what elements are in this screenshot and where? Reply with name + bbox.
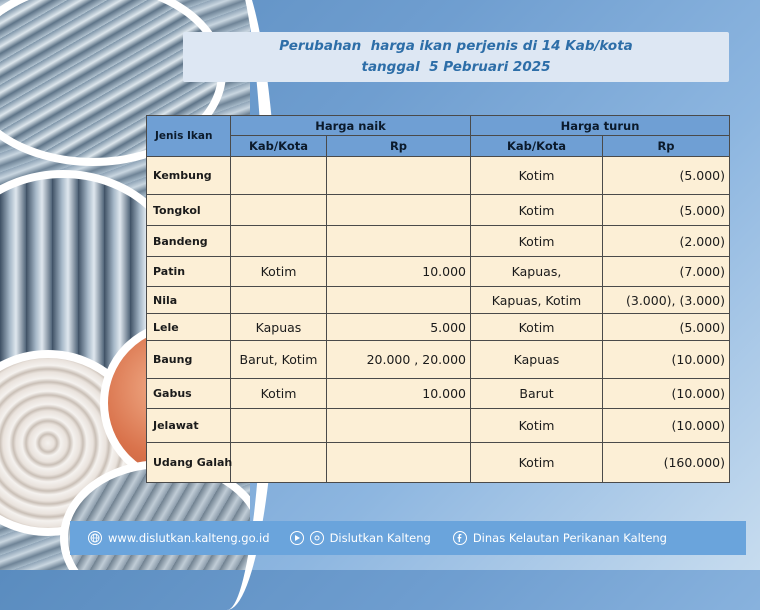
turun-rp: (3.000), (3.000) [603, 287, 730, 314]
naik-rp [327, 287, 471, 314]
naik-kab-kota [231, 409, 327, 443]
naik-rp: 10.000 [327, 257, 471, 287]
naik-kab-kota [231, 287, 327, 314]
naik-kab-kota: Barut, Kotim [231, 341, 327, 379]
turun-rp: (10.000) [603, 409, 730, 443]
naik-kab-kota [231, 226, 327, 257]
turun-rp: (5.000) [603, 195, 730, 226]
title-banner [183, 32, 729, 82]
header-turun-kab-kota: Kab/Kota [471, 136, 603, 157]
turun-kab-kota: Kapuas, Kotim [471, 287, 603, 314]
turun-kab-kota: Kotim [471, 195, 603, 226]
table-row [147, 314, 730, 341]
naik-rp: 5.000 [327, 314, 471, 341]
table-row [147, 257, 730, 287]
header-row-sub [147, 136, 730, 157]
facebook-page-name: Dinas Kelautan Perikanan Kalteng [472, 531, 667, 545]
naik-kab-kota [231, 443, 327, 483]
header-row-top [147, 116, 730, 136]
table-row [147, 287, 730, 314]
footer-facebook[interactable] [453, 531, 667, 545]
header-naik-rp: Rp [327, 136, 471, 157]
footer-website[interactable] [88, 531, 270, 545]
turun-rp: (10.000) [603, 341, 730, 379]
turun-rp: (5.000) [603, 157, 730, 195]
footer-bar [70, 521, 746, 555]
fish-name: Bandeng [147, 226, 231, 257]
fish-name: Kembung [147, 157, 231, 195]
header-harga-turun: Harga turun [471, 116, 730, 136]
table-row [147, 195, 730, 226]
naik-rp [327, 443, 471, 483]
naik-kab-kota: Kotim [231, 379, 327, 409]
website-url: www.dislutkan.kalteng.go.id [108, 531, 270, 545]
header-jenis-ikan: Jenis Ikan [147, 116, 231, 157]
naik-rp [327, 409, 471, 443]
naik-rp: 20.000 , 20.000 [327, 341, 471, 379]
naik-kab-kota: Kapuas [231, 314, 327, 341]
fish-name: Lele [147, 314, 231, 341]
table-row [147, 379, 730, 409]
turun-rp: (2.000) [603, 226, 730, 257]
naik-rp: 10.000 [327, 379, 471, 409]
header-turun-rp: Rp [603, 136, 730, 157]
fish-name: Udang Galah [147, 443, 231, 483]
fish-name: Gabus [147, 379, 231, 409]
turun-rp: (7.000) [603, 257, 730, 287]
social-handle: Dislutkan Kalteng [329, 531, 431, 545]
fish-name: Nila [147, 287, 231, 314]
facebook-icon [453, 531, 467, 545]
globe-icon [88, 531, 102, 545]
turun-kab-kota: Kotim [471, 409, 603, 443]
youtube-icon [290, 531, 304, 545]
table-row [147, 409, 730, 443]
turun-kab-kota: Barut [471, 379, 603, 409]
turun-kab-kota: Kapuas, [471, 257, 603, 287]
price-change-table [146, 115, 730, 483]
header-harga-naik: Harga naik [231, 116, 471, 136]
table-row [147, 341, 730, 379]
fish-name: Baung [147, 341, 231, 379]
naik-rp [327, 195, 471, 226]
turun-rp: (5.000) [603, 314, 730, 341]
turun-kab-kota: Kotim [471, 226, 603, 257]
fish-name: Jelawat [147, 409, 231, 443]
table-row [147, 226, 730, 257]
table-row [147, 443, 730, 483]
footer-social[interactable] [290, 531, 431, 545]
table-row [147, 157, 730, 195]
fish-name: Patin [147, 257, 231, 287]
naik-rp [327, 157, 471, 195]
fish-name: Tongkol [147, 195, 231, 226]
turun-kab-kota: Kotim [471, 157, 603, 195]
header-naik-kab-kota: Kab/Kota [231, 136, 327, 157]
instagram-icon [310, 531, 324, 545]
turun-kab-kota: Kotim [471, 314, 603, 341]
turun-kab-kota: Kotim [471, 443, 603, 483]
naik-kab-kota [231, 157, 327, 195]
naik-kab-kota [231, 195, 327, 226]
naik-kab-kota: Kotim [231, 257, 327, 287]
turun-rp: (10.000) [603, 379, 730, 409]
naik-rp [327, 226, 471, 257]
turun-rp: (160.000) [603, 443, 730, 483]
turun-kab-kota: Kapuas [471, 341, 603, 379]
page-subtitle-date: tanggal 5 Pebruari 2025 [361, 59, 551, 75]
page-title: Perubahan harga ikan perjenis di 14 Kab/kota [279, 38, 633, 54]
